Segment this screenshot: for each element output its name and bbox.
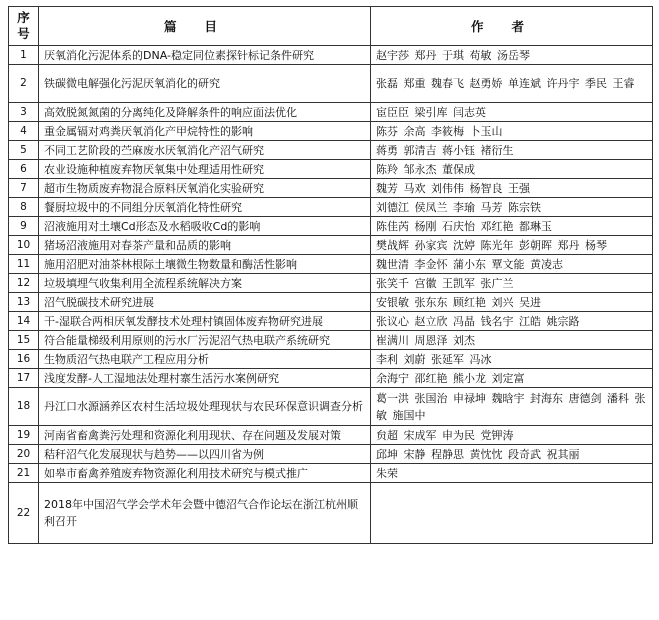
row-title: 高效脱氮氮菌的分离纯化及降解条件的响应面法优化 xyxy=(39,103,371,122)
header-title: 篇目 xyxy=(39,7,371,46)
row-authors: 赵宇莎 郑丹 于琪 苟敏 汤岳琴 xyxy=(371,46,653,65)
row-authors: 樊战辉 孙家宾 沈婷 陈光年 彭朝晖 郑丹 杨琴 xyxy=(371,236,653,255)
table-row xyxy=(9,160,653,179)
row-number: 12 xyxy=(9,274,39,293)
table-row xyxy=(9,426,653,445)
row-number: 6 xyxy=(9,160,39,179)
row-number: 21 xyxy=(9,464,39,483)
table-row xyxy=(9,464,653,483)
row-authors: 宦臣臣 梁引库 闫志英 xyxy=(371,103,653,122)
table-row xyxy=(9,236,653,255)
row-authors: 安银敏 张东东 顾红艳 刘兴 吴进 xyxy=(371,293,653,312)
row-authors: 张议心 赵立欣 冯晶 钱名宇 江皓 姚宗路 xyxy=(371,312,653,331)
table-row xyxy=(9,483,653,544)
row-title: 超市生物质废弃物混合原料厌氧消化实验研究 xyxy=(39,179,371,198)
row-authors: 陈羚 邹永杰 董保成 xyxy=(371,160,653,179)
row-authors: 蒋勇 郭清吉 蒋小钰 褚衍生 xyxy=(371,141,653,160)
table-row xyxy=(9,331,653,350)
table-row xyxy=(9,103,653,122)
row-title: 厌氧消化污泥体系的DNA-稳定同位素探针标记条件研究 xyxy=(39,46,371,65)
table-row xyxy=(9,388,653,426)
row-number: 5 xyxy=(9,141,39,160)
row-title: 铁碳微电解强化污泥厌氧消化的研究 xyxy=(39,65,371,103)
row-number: 20 xyxy=(9,445,39,464)
row-authors: 张笑千 宫徽 王凯军 张广兰 xyxy=(371,274,653,293)
article-table xyxy=(8,6,653,544)
row-authors: 陈芬 余高 李筱梅 卜玉山 xyxy=(371,122,653,141)
row-authors: 李利 刘蔚 张延军 冯冰 xyxy=(371,350,653,369)
table-row xyxy=(9,255,653,274)
row-title: 如皋市畜禽养殖废弃物资源化利用技术研究与模式推广 xyxy=(39,464,371,483)
row-number: 9 xyxy=(9,217,39,236)
row-authors: 葛一洪 张国治 申禄坤 魏晗宇 封海东 唐德剑 潘科 张敏 施国中 xyxy=(371,388,653,426)
row-authors xyxy=(371,483,653,544)
table-row xyxy=(9,445,653,464)
table-row xyxy=(9,198,653,217)
row-title: 沼液施用对土壤Cd形态及水稻吸收Cd的影响 xyxy=(39,217,371,236)
row-authors: 崔满川 周恩泽 刘杰 xyxy=(371,331,653,350)
row-title: 2018年中国沼气学会学术年会暨中德沼气合作论坛在浙江杭州顺利召开 xyxy=(39,483,371,544)
article-table-container xyxy=(8,6,653,544)
row-number: 7 xyxy=(9,179,39,198)
row-number: 3 xyxy=(9,103,39,122)
header-seq-line1: 序 xyxy=(17,10,30,25)
row-number: 15 xyxy=(9,331,39,350)
row-title: 农业设施种植废弃物厌氧集中处理适用性研究 xyxy=(39,160,371,179)
row-authors: 刘德江 侯凤兰 李瑜 马芳 陈宗铁 xyxy=(371,198,653,217)
row-title: 干-湿联合两相厌氧发酵技术处理村镇固体废弃物研究进展 xyxy=(39,312,371,331)
row-title: 河南省畜禽粪污处理和资源化利用现状、存在问题及发展对策 xyxy=(39,426,371,445)
row-number: 16 xyxy=(9,350,39,369)
header-author: 作者 xyxy=(371,7,653,46)
row-authors: 张磊 郑重 魏春飞 赵勇娇 单连斌 许丹宇 季民 王睿 xyxy=(371,65,653,103)
row-title: 施用沼肥对油茶林根际土壤微生物数量和酶活性影响 xyxy=(39,255,371,274)
row-title: 秸秆沼气化发展现状与趋势——以四川省为例 xyxy=(39,445,371,464)
row-title: 不同工艺阶段的苎麻废水厌氧消化产沼气研究 xyxy=(39,141,371,160)
table-row xyxy=(9,122,653,141)
table-row xyxy=(9,369,653,388)
row-authors: 余海宁 邵红艳 熊小龙 刘定富 xyxy=(371,369,653,388)
row-title: 浅度发酵-人工湿地法处理村寨生活污水案例研究 xyxy=(39,369,371,388)
row-number: 4 xyxy=(9,122,39,141)
table-row xyxy=(9,293,653,312)
header-seq xyxy=(9,7,39,46)
row-number: 14 xyxy=(9,312,39,331)
row-number: 17 xyxy=(9,369,39,388)
row-authors: 陈佳芮 杨刚 石庆怡 邓红艳 都琳玉 xyxy=(371,217,653,236)
row-title: 垃圾填埋气收集利用全流程系统解决方案 xyxy=(39,274,371,293)
row-title: 丹江口水源涵养区农村生活垃圾处理现状与农民环保意识调查分析 xyxy=(39,388,371,426)
row-number: 8 xyxy=(9,198,39,217)
table-row xyxy=(9,141,653,160)
row-authors: 魏世清 李金怀 蒲小东 覃文能 黄凌志 xyxy=(371,255,653,274)
table-row xyxy=(9,312,653,331)
row-authors: 魏芳 马欢 刘伟伟 杨智良 王强 xyxy=(371,179,653,198)
row-title: 生物质沼气热电联产工程应用分析 xyxy=(39,350,371,369)
table-row xyxy=(9,46,653,65)
row-title: 沼气脱碳技术研究进展 xyxy=(39,293,371,312)
row-number: 19 xyxy=(9,426,39,445)
row-number: 2 xyxy=(9,65,39,103)
row-title: 重金属镉对鸡粪厌氧消化产甲烷特性的影响 xyxy=(39,122,371,141)
row-number: 11 xyxy=(9,255,39,274)
table-row xyxy=(9,65,653,103)
row-number: 22 xyxy=(9,483,39,544)
row-number: 1 xyxy=(9,46,39,65)
table-row xyxy=(9,217,653,236)
header-seq-line2: 号 xyxy=(17,26,30,41)
row-title: 符合能量梯级利用原则的污水厂污泥沼气热电联产系统研究 xyxy=(39,331,371,350)
table-row xyxy=(9,179,653,198)
row-number: 13 xyxy=(9,293,39,312)
row-title: 餐厨垃圾中的不同组分厌氧消化特性研究 xyxy=(39,198,371,217)
row-authors: 朱荣 xyxy=(371,464,653,483)
row-number: 10 xyxy=(9,236,39,255)
table-row xyxy=(9,350,653,369)
row-authors: 邱坤 宋静 程静思 黄忱忱 段奇武 祝其丽 xyxy=(371,445,653,464)
row-title: 猪场沼液施用对春茶产量和品质的影响 xyxy=(39,236,371,255)
table-row xyxy=(9,274,653,293)
row-authors: 贠超 宋成军 申为民 党钾涛 xyxy=(371,426,653,445)
table-header-row xyxy=(9,7,653,46)
row-number: 18 xyxy=(9,388,39,426)
